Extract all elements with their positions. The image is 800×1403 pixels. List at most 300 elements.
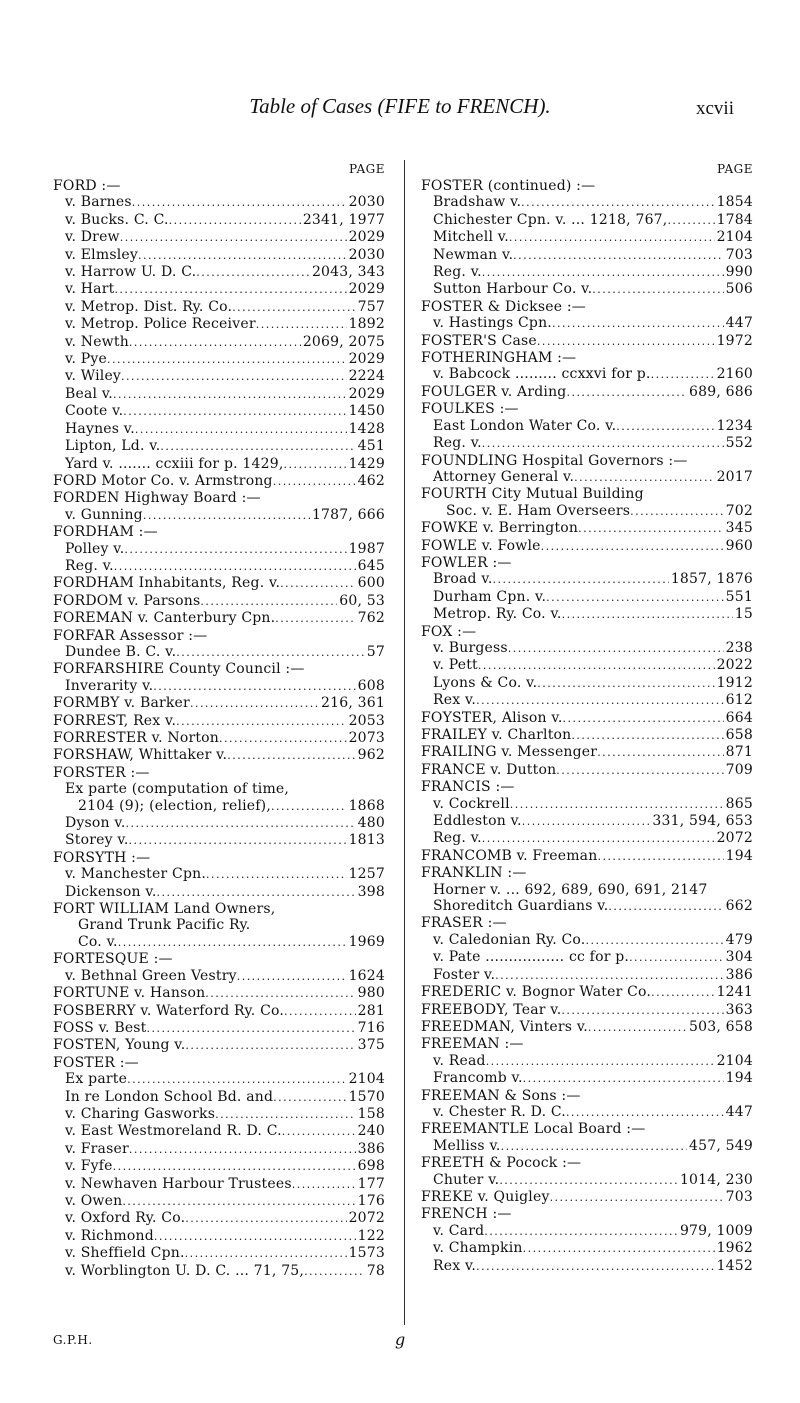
entry-text: v. Manchester Cpn. [65, 866, 206, 883]
leader-dots [561, 1002, 723, 1019]
page-reference: 57 [366, 643, 385, 660]
entry-text: FOSTER'S Case [421, 332, 537, 349]
entry-text: Storey v. [65, 832, 129, 849]
index-entry [53, 1071, 385, 1088]
page-reference: 1570 [348, 1088, 385, 1105]
index-entry [421, 1223, 753, 1240]
entry-text: v. Hart [65, 281, 115, 298]
column-divider [404, 160, 405, 1325]
index-heading: FORD :— [53, 178, 121, 194]
leader-dots [482, 264, 724, 281]
index-heading: FOURTH City Mutual Building [421, 486, 644, 503]
index-entry [421, 212, 753, 229]
leader-dots [107, 351, 347, 368]
index-entry [421, 589, 753, 606]
page-reference: 2160 [716, 366, 753, 383]
index-entry [53, 644, 385, 661]
index-heading: FRASER :— [421, 915, 507, 932]
leader-dots [501, 1138, 687, 1155]
page-reference: 2029 [348, 229, 385, 246]
entry-text: v. Oxford Ry. Co. [65, 1210, 186, 1227]
entry-text: v. Read [433, 1052, 486, 1069]
leader-dots [651, 366, 715, 383]
entry-text: v. Barnes [65, 194, 132, 211]
entry-text: v. Pate ................. cc for p. [433, 949, 630, 966]
page-reference: 2030 [348, 194, 385, 211]
page-reference: 608 [357, 677, 385, 694]
index-entry [53, 334, 385, 351]
index-entry [53, 1245, 385, 1262]
index-heading-entry [53, 695, 385, 712]
page-reference: 1014, 230 [679, 1171, 753, 1188]
leader-dots [537, 333, 715, 350]
page-reference: 503, 658 [689, 1018, 753, 1035]
entry-text: FORSHAW, Whittaker v. [53, 747, 228, 764]
entry-text: Newman v. [433, 246, 514, 263]
index-heading-entry [421, 538, 753, 555]
index-entry [421, 830, 753, 847]
index-entry [53, 798, 385, 815]
index-heading: FOX :— [421, 623, 477, 640]
leader-dots [562, 606, 733, 623]
entry-text: Attorney General v. [433, 468, 575, 485]
page-reference: 658 [725, 727, 753, 743]
entry-text: v. Owen [65, 1192, 123, 1209]
entry-text: v. Metrop. Police Receiver [65, 316, 256, 333]
page-reference: 2029 [348, 351, 385, 368]
entry-text: Haynes v. [65, 420, 135, 437]
leader-dots [176, 644, 365, 661]
leader-dots [578, 520, 724, 537]
leader-dots [273, 473, 356, 490]
page-reference: 2053 [348, 712, 385, 729]
entry-text: FREDERIC v. Bognor Water Co. [421, 984, 652, 1001]
index-entry [53, 456, 385, 473]
page-reference: 2017 [716, 468, 753, 485]
entry-text: Shoreditch Guardians v. [433, 898, 609, 915]
entry-text: Inverarity v. [65, 677, 154, 694]
page-reference: 1962 [716, 1240, 753, 1257]
index-heading-entry [53, 1020, 385, 1037]
leader-dots [629, 949, 724, 966]
page-reference: 757 [357, 298, 385, 315]
page-reference: 457, 549 [689, 1137, 753, 1154]
index-heading: FRENCH :— [421, 1206, 512, 1223]
entry-text: v. Bethnal Green Vestry [65, 967, 237, 984]
entry-text: v. Charing Gasworks [65, 1105, 216, 1122]
entry-text: FRAILING v. Messenger [421, 744, 598, 761]
page-reference: 2029 [348, 281, 385, 298]
index-entry [53, 1193, 385, 1210]
entry-text: FOWLE v. Fowle [421, 537, 541, 554]
page-reference: 304 [725, 949, 753, 966]
page-reference: 194 [725, 847, 753, 864]
entry-text: Bradshaw v. [433, 194, 522, 211]
page-reference: 1241 [716, 984, 753, 1001]
page-reference: 716 [357, 1019, 385, 1036]
page-reference: 281 [357, 1002, 385, 1019]
page-reference: 1452 [716, 1257, 753, 1274]
entry-text: Reg. v. [433, 264, 482, 281]
index-entry [53, 264, 385, 281]
index-entry [421, 967, 753, 984]
page-reference: 15 [734, 606, 753, 623]
page-reference: 398 [357, 883, 385, 900]
leader-dots [630, 503, 724, 520]
entry-text: FRANCOMB v. Freeman [421, 847, 598, 864]
entry-text: v. Wiley [65, 368, 122, 385]
leader-dots [482, 435, 724, 452]
leader-dots [122, 1193, 355, 1210]
leader-dots [292, 1176, 356, 1193]
leader-dots [510, 796, 724, 813]
index-entry [421, 1070, 753, 1087]
index-entry [421, 418, 753, 435]
leader-dots [153, 678, 355, 695]
index-entry [53, 1123, 385, 1140]
index-entry [53, 968, 385, 985]
page-column-label: PAGE [717, 162, 753, 176]
index-heading-entry [53, 473, 385, 490]
page-reference: 506 [725, 281, 753, 298]
page-reference: 122 [357, 1227, 385, 1244]
entry-text: Co. v. [78, 933, 118, 950]
entry-text: v. Richmond [65, 1227, 154, 1244]
entry-text: Metrop. Ry. Co. v. [433, 606, 562, 623]
index-heading: FORT WILLIAM Land Owners, [53, 901, 276, 918]
page-reference: 1787, 666 [311, 506, 385, 523]
leader-dots [476, 692, 724, 709]
index-entry [53, 212, 385, 229]
page-reference: 551 [725, 588, 753, 605]
leader-dots [550, 1189, 724, 1206]
index-heading-entry [421, 762, 753, 779]
leader-dots [552, 315, 724, 332]
index-heading-entry [53, 985, 385, 1002]
page-reference: 78 [366, 1262, 385, 1279]
index-entry [53, 1263, 385, 1280]
entry-text: Sutton Harbour Co. v. [433, 281, 593, 298]
index-entry [421, 1138, 753, 1155]
page-reference: 2043, 343 [311, 264, 385, 281]
leader-dots [495, 967, 724, 984]
leader-dots [271, 798, 347, 815]
left-column [53, 160, 385, 1280]
index-entry [53, 247, 385, 264]
entry-text: v. Pye [65, 351, 107, 368]
entry-text: FREEDMAN, Vinters v. [421, 1018, 588, 1035]
index-entry [53, 678, 385, 695]
entry-text: Lyons & Co. v. [433, 674, 538, 691]
entry-text: FOWKE v. Berrington [421, 520, 579, 537]
index-heading: FORFARSHIRE County Council :— [53, 661, 305, 678]
leader-dots [113, 386, 347, 403]
entry-text: FOULGER v. Arding [421, 383, 567, 400]
page-reference: 703 [725, 1188, 753, 1205]
entry-text: Mitchell v. [433, 229, 509, 246]
page-reference: 762 [357, 610, 385, 627]
leader-dots [185, 1210, 346, 1227]
leader-dots [521, 194, 714, 211]
page-reference: 612 [725, 692, 753, 709]
page-reference: 703 [725, 246, 753, 263]
index-entry [53, 884, 385, 901]
entry-text: FOSS v. Best [53, 1019, 147, 1036]
page-reference: 2029 [348, 385, 385, 402]
index-heading-entry [421, 384, 753, 401]
page-reference: 480 [357, 815, 385, 832]
leader-dots [237, 968, 347, 985]
page-reference: 451 [357, 438, 385, 455]
index-heading: FREEMAN :— [421, 1036, 524, 1053]
entry-text: FORTUNE v. Hanson [53, 985, 206, 1002]
leader-dots [219, 730, 347, 747]
leader-dots [275, 610, 355, 627]
index-subentry: Horner v. ... 692, 689, 690, 691, 2147 [433, 881, 708, 898]
page-header [0, 94, 800, 134]
index-heading-entry [421, 727, 753, 744]
page-reference: 447 [725, 1103, 753, 1120]
entry-text: FREKE v. Quigley [421, 1188, 550, 1205]
leader-dots [566, 1104, 724, 1121]
index-heading-entry [53, 713, 385, 730]
index-entry [421, 949, 753, 966]
index-heading-entry [53, 730, 385, 747]
index-heading-entry [53, 1037, 385, 1054]
index-entry [53, 229, 385, 246]
leader-dots [513, 247, 724, 264]
entry-text: In re London School Bd. and [65, 1088, 274, 1105]
entry-text: Ex parte [65, 1071, 128, 1088]
index-entry [53, 368, 385, 385]
entry-text: FORMBY v. Barker [53, 695, 190, 712]
index-entry [421, 503, 753, 520]
entry-text: v. Fyfe [65, 1158, 113, 1175]
index-heading-entry [421, 520, 753, 537]
index-entry [53, 1210, 385, 1227]
index-entry [421, 281, 753, 298]
page-reference: 552 [725, 435, 753, 452]
index-heading: FRANCIS :— [421, 779, 515, 796]
index-heading: FRANKLIN :— [421, 865, 527, 882]
page-reference: 177 [357, 1175, 385, 1192]
page-reference: 345 [725, 520, 753, 537]
page-reference: 375 [357, 1037, 385, 1054]
leader-dots [566, 384, 687, 401]
page-reference: 1987 [348, 540, 385, 557]
page-reference: 709 [725, 761, 753, 778]
leader-dots [227, 747, 355, 764]
page-reference: 2104 [348, 1071, 385, 1088]
entry-text: Broad v. [433, 571, 493, 588]
index-entry [421, 315, 753, 332]
index-entry [421, 1053, 753, 1070]
index-entry [421, 229, 753, 246]
page-reference: 662 [725, 898, 753, 915]
page-reference: 664 [725, 709, 753, 726]
leader-dots [185, 1037, 355, 1054]
leader-dots [176, 713, 346, 730]
index-entry [421, 657, 753, 674]
page-reference: 702 [725, 502, 753, 519]
index-heading: FOUNDLING Hospital Governors :— [421, 452, 688, 469]
index-heading-entry [421, 1002, 753, 1019]
index-heading: FOULKES :— [421, 401, 519, 418]
entry-text: Melliss v. [433, 1137, 501, 1154]
page-reference: 2104 [716, 1052, 753, 1069]
entry-text: Dickenson v. [65, 883, 157, 900]
entry-text: Reg. v. [65, 557, 114, 574]
leader-dots [541, 538, 724, 555]
leader-dots [114, 281, 346, 298]
entry-text: Durham Cpn. v. [433, 588, 547, 605]
index-entry [53, 934, 385, 951]
entry-text: FORDOM v. Parsons [53, 592, 201, 609]
entry-text: v. Champkin [433, 1240, 523, 1257]
leader-dots [616, 418, 714, 435]
leader-dots [143, 507, 310, 524]
leader-dots [508, 640, 724, 657]
leader-dots [160, 438, 355, 455]
index-entry [421, 469, 753, 486]
index-entry [421, 606, 753, 623]
entry-text: Chichester Cpn. v. ... 1218, 767, [433, 211, 668, 228]
page-reference: 238 [725, 639, 753, 656]
leader-dots [574, 469, 714, 486]
page-column-label: PAGE [349, 162, 385, 176]
page-reference: 1857, 1876 [670, 571, 753, 588]
leader-dots [482, 830, 715, 847]
leader-dots [588, 1019, 687, 1036]
page-reference: 2022 [716, 657, 753, 674]
index-entry [53, 1228, 385, 1245]
leader-dots [282, 1123, 356, 1140]
entry-text: v. Harrow U. D. C. [65, 264, 197, 281]
leader-dots [597, 848, 723, 865]
index-entry [421, 640, 753, 657]
entry-text: Dyson v. [65, 815, 126, 832]
index-entry [421, 898, 753, 915]
leader-dots [280, 575, 356, 592]
leader-dots [123, 403, 346, 420]
leader-dots [304, 1263, 365, 1280]
index-entry [53, 1141, 385, 1158]
page-reference: 1429 [348, 455, 385, 472]
index-entry [53, 351, 385, 368]
page-reference: 462 [357, 472, 385, 489]
leader-dots [169, 212, 301, 229]
index-heading: FORDEN Highway Board :— [53, 490, 261, 507]
leader-dots [484, 1223, 678, 1240]
page-reference: 1854 [716, 194, 753, 211]
leader-dots [128, 832, 346, 849]
entry-text: East London Water Co. v. [433, 417, 617, 434]
page-reference: 240 [357, 1123, 385, 1140]
leader-dots [127, 1071, 346, 1088]
leader-dots [556, 762, 723, 779]
entry-text: Lipton, Ld. v. [65, 438, 161, 455]
page-reference: 980 [357, 985, 385, 1002]
leader-dots [113, 1158, 356, 1175]
index-entry [421, 247, 753, 264]
page-reference: 386 [725, 966, 753, 983]
page-reference: 331, 594, 653 [652, 813, 753, 830]
page-number: xcvii [696, 98, 734, 119]
leader-dots [135, 421, 347, 438]
index-heading-entry [421, 984, 753, 1001]
page-reference: 1573 [348, 1245, 385, 1262]
index-entry [421, 1240, 753, 1257]
leader-dots [585, 932, 723, 949]
page-reference: 1624 [348, 967, 385, 984]
page-reference: 962 [357, 747, 385, 764]
entry-text: Reg. v. [433, 830, 482, 847]
page-reference: 60, 53 [339, 592, 385, 609]
leader-dots [537, 675, 714, 692]
index-entry [53, 815, 385, 832]
leader-dots [597, 744, 723, 761]
page-reference: 1234 [716, 417, 753, 434]
entry-text: v. Worblington U. D. C. ... 71, 75, [65, 1262, 305, 1279]
index-heading-entry [53, 747, 385, 764]
index-heading-entry [53, 1003, 385, 1020]
entry-text: v. Pett [433, 657, 478, 674]
leader-dots [546, 589, 724, 606]
page-reference: 176 [357, 1192, 385, 1209]
index-entry [421, 366, 753, 383]
index-entry [421, 264, 753, 281]
page-reference: 386 [357, 1140, 385, 1157]
index-entry [53, 299, 385, 316]
page-reference: 600 [357, 575, 385, 592]
index-entry [53, 1106, 385, 1123]
page-reference: 2104 [716, 229, 753, 246]
index-heading: FOSTER (continued) :— [421, 178, 596, 194]
index-heading-entry [53, 575, 385, 592]
entry-text: Rex v. [433, 692, 477, 709]
entry-text: FOREMAN v. Canterbury Cpn. [53, 610, 276, 627]
page-reference: 158 [357, 1105, 385, 1122]
index-entry [421, 796, 753, 813]
entry-text: FORRESTER v. Norton [53, 730, 220, 746]
index-entry [421, 813, 753, 830]
leader-dots [121, 368, 347, 385]
index-heading-entry [421, 744, 753, 761]
index-heading-entry [53, 593, 385, 610]
index-entry [421, 675, 753, 692]
index-heading-entry [421, 333, 753, 350]
leader-dots [215, 1106, 356, 1123]
entry-text: v. Newth [65, 333, 129, 350]
index-entry [421, 435, 753, 452]
entry-text: v. Newhaven Harbour Trustees [65, 1175, 292, 1192]
page-reference: 1784 [716, 211, 753, 228]
right-column [421, 160, 753, 1275]
page-reference: 479 [725, 931, 753, 948]
entry-text: v. East Westmoreland R. D. C. [65, 1123, 282, 1140]
entry-text: v. Chester R. D. C. [433, 1103, 566, 1120]
leader-dots [522, 813, 651, 830]
entry-text: v. Fraser [65, 1140, 129, 1157]
leader-dots [523, 1240, 715, 1257]
leader-dots [206, 866, 347, 883]
entry-text: FRANCE v. Dutton [421, 761, 557, 778]
entry-text: Soc. v. E. Ham Overseers [446, 502, 631, 519]
index-entry [53, 507, 385, 524]
index-heading: FOSTER :— [53, 1054, 139, 1071]
entry-text: v. Gunning [65, 506, 143, 523]
page-reference: 979, 1009 [679, 1222, 753, 1239]
